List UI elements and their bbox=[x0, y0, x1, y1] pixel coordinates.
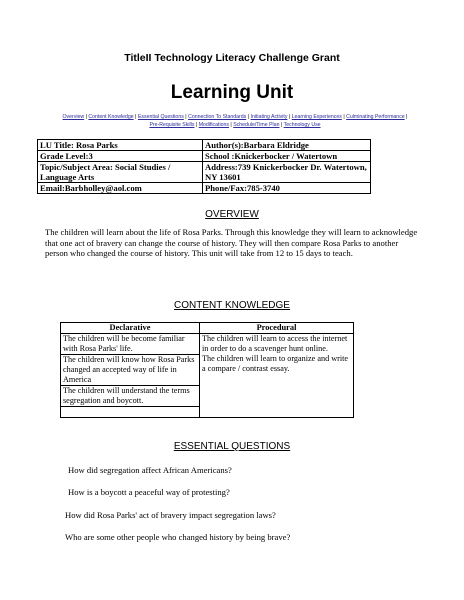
essential-questions-heading: ESSENTIAL QUESTIONS bbox=[173, 441, 291, 452]
nav-link-technology-use[interactable]: Technology Use bbox=[283, 122, 321, 128]
procedural-item: The children will learn to access the internet in order to do a scavenger hunt online. bbox=[202, 334, 348, 353]
nav-link-initiating-activity[interactable]: Initiating Activity bbox=[250, 114, 288, 120]
address-cell: Address:739 Knickerbocker Dr. Watertown, NY 13601 bbox=[203, 162, 371, 183]
essential-question: Who are some other people who changed history by being brave? bbox=[65, 532, 291, 542]
nav-link-modifications[interactable]: Modifications bbox=[198, 122, 229, 128]
essential-question: How is a boycott a peaceful way of protesting? bbox=[68, 487, 230, 497]
declarative-item: The children will be become familiar with Rosa Parks' life. bbox=[61, 334, 200, 355]
topic-cell: Topic/Subject Area: Social Studies / Language Arts bbox=[38, 162, 203, 183]
nav-link-essential-questions[interactable]: Essential Questions bbox=[137, 114, 184, 120]
nav-link-content-knowledge[interactable]: Content Knowledge bbox=[88, 114, 134, 120]
overview-heading: OVERVIEW bbox=[205, 209, 259, 220]
procedural-item: The children will learn to organize and write a compare / contrast essay. bbox=[202, 354, 349, 373]
empty-cell bbox=[200, 407, 354, 418]
nav-link-culminating-performance[interactable]: Culminating Performance bbox=[346, 114, 405, 120]
nav-link-overview[interactable]: Overview bbox=[62, 114, 85, 120]
essential-question: How did Rosa Parks' act of bravery impact segregation laws? bbox=[65, 510, 276, 520]
declarative-item: The children will understand the terms segregation and boycott. bbox=[61, 386, 200, 407]
page-title: Learning Unit bbox=[170, 82, 294, 103]
overview-text: The children will learn about the life of Rosa Parks. Through this knowledge they will learn to acknowledge that one act of bravery can change the course of history. They will then compare Rosa Parks to another person who changed the course of history. This unit will take from 12 to 15 days to teach. bbox=[45, 227, 418, 258]
content-knowledge-heading: CONTENT KNOWLEDGE bbox=[174, 300, 290, 311]
essential-question: How did segregation affect African Americans? bbox=[68, 465, 232, 475]
nav-link-schedule-time-plan[interactable]: Schedule/Time Plan bbox=[233, 122, 280, 128]
phone-fax-cell: Phone/Fax:785-3740 bbox=[203, 183, 371, 194]
content-knowledge-table bbox=[60, 322, 354, 418]
procedural-header: Procedural bbox=[200, 323, 354, 334]
section-nav: Overview | Content Knowledge | Essential Questions | Connection To Standards | Initiating Activity | Learning Experiences | Culminating Performance | Pre-Requisite Skills | Modifications | Schedule/Time Plan | Technology Use bbox=[62, 114, 408, 128]
declarative-header: Declarative bbox=[61, 323, 200, 334]
email-cell: Email:Barbholley@aol.com bbox=[38, 183, 203, 194]
school-cell: School :Knickerbocker / Watertown bbox=[203, 151, 371, 162]
nav-link-learning-experiences[interactable]: Learning Experiences bbox=[291, 114, 342, 120]
empty-cell bbox=[61, 407, 200, 418]
grant-title: TitleII Technology Literacy Challenge Grant bbox=[124, 52, 340, 64]
lu-title-cell: LU Title: Rosa Parks bbox=[38, 140, 203, 151]
unit-info-table bbox=[37, 139, 371, 194]
author-cell: Author(s):Barbara Eldridge bbox=[203, 140, 371, 151]
nav-link-pre-requisite-skills[interactable]: Pre-Requisite Skills bbox=[149, 122, 195, 128]
grade-level-cell: Grade Level:3 bbox=[38, 151, 203, 162]
procedural-cell bbox=[200, 334, 354, 407]
declarative-item: The children will know how Rosa Parks changed an accepted way of life in America bbox=[61, 355, 200, 386]
nav-link-connection-to-standards[interactable]: Connection To Standards bbox=[188, 114, 247, 120]
